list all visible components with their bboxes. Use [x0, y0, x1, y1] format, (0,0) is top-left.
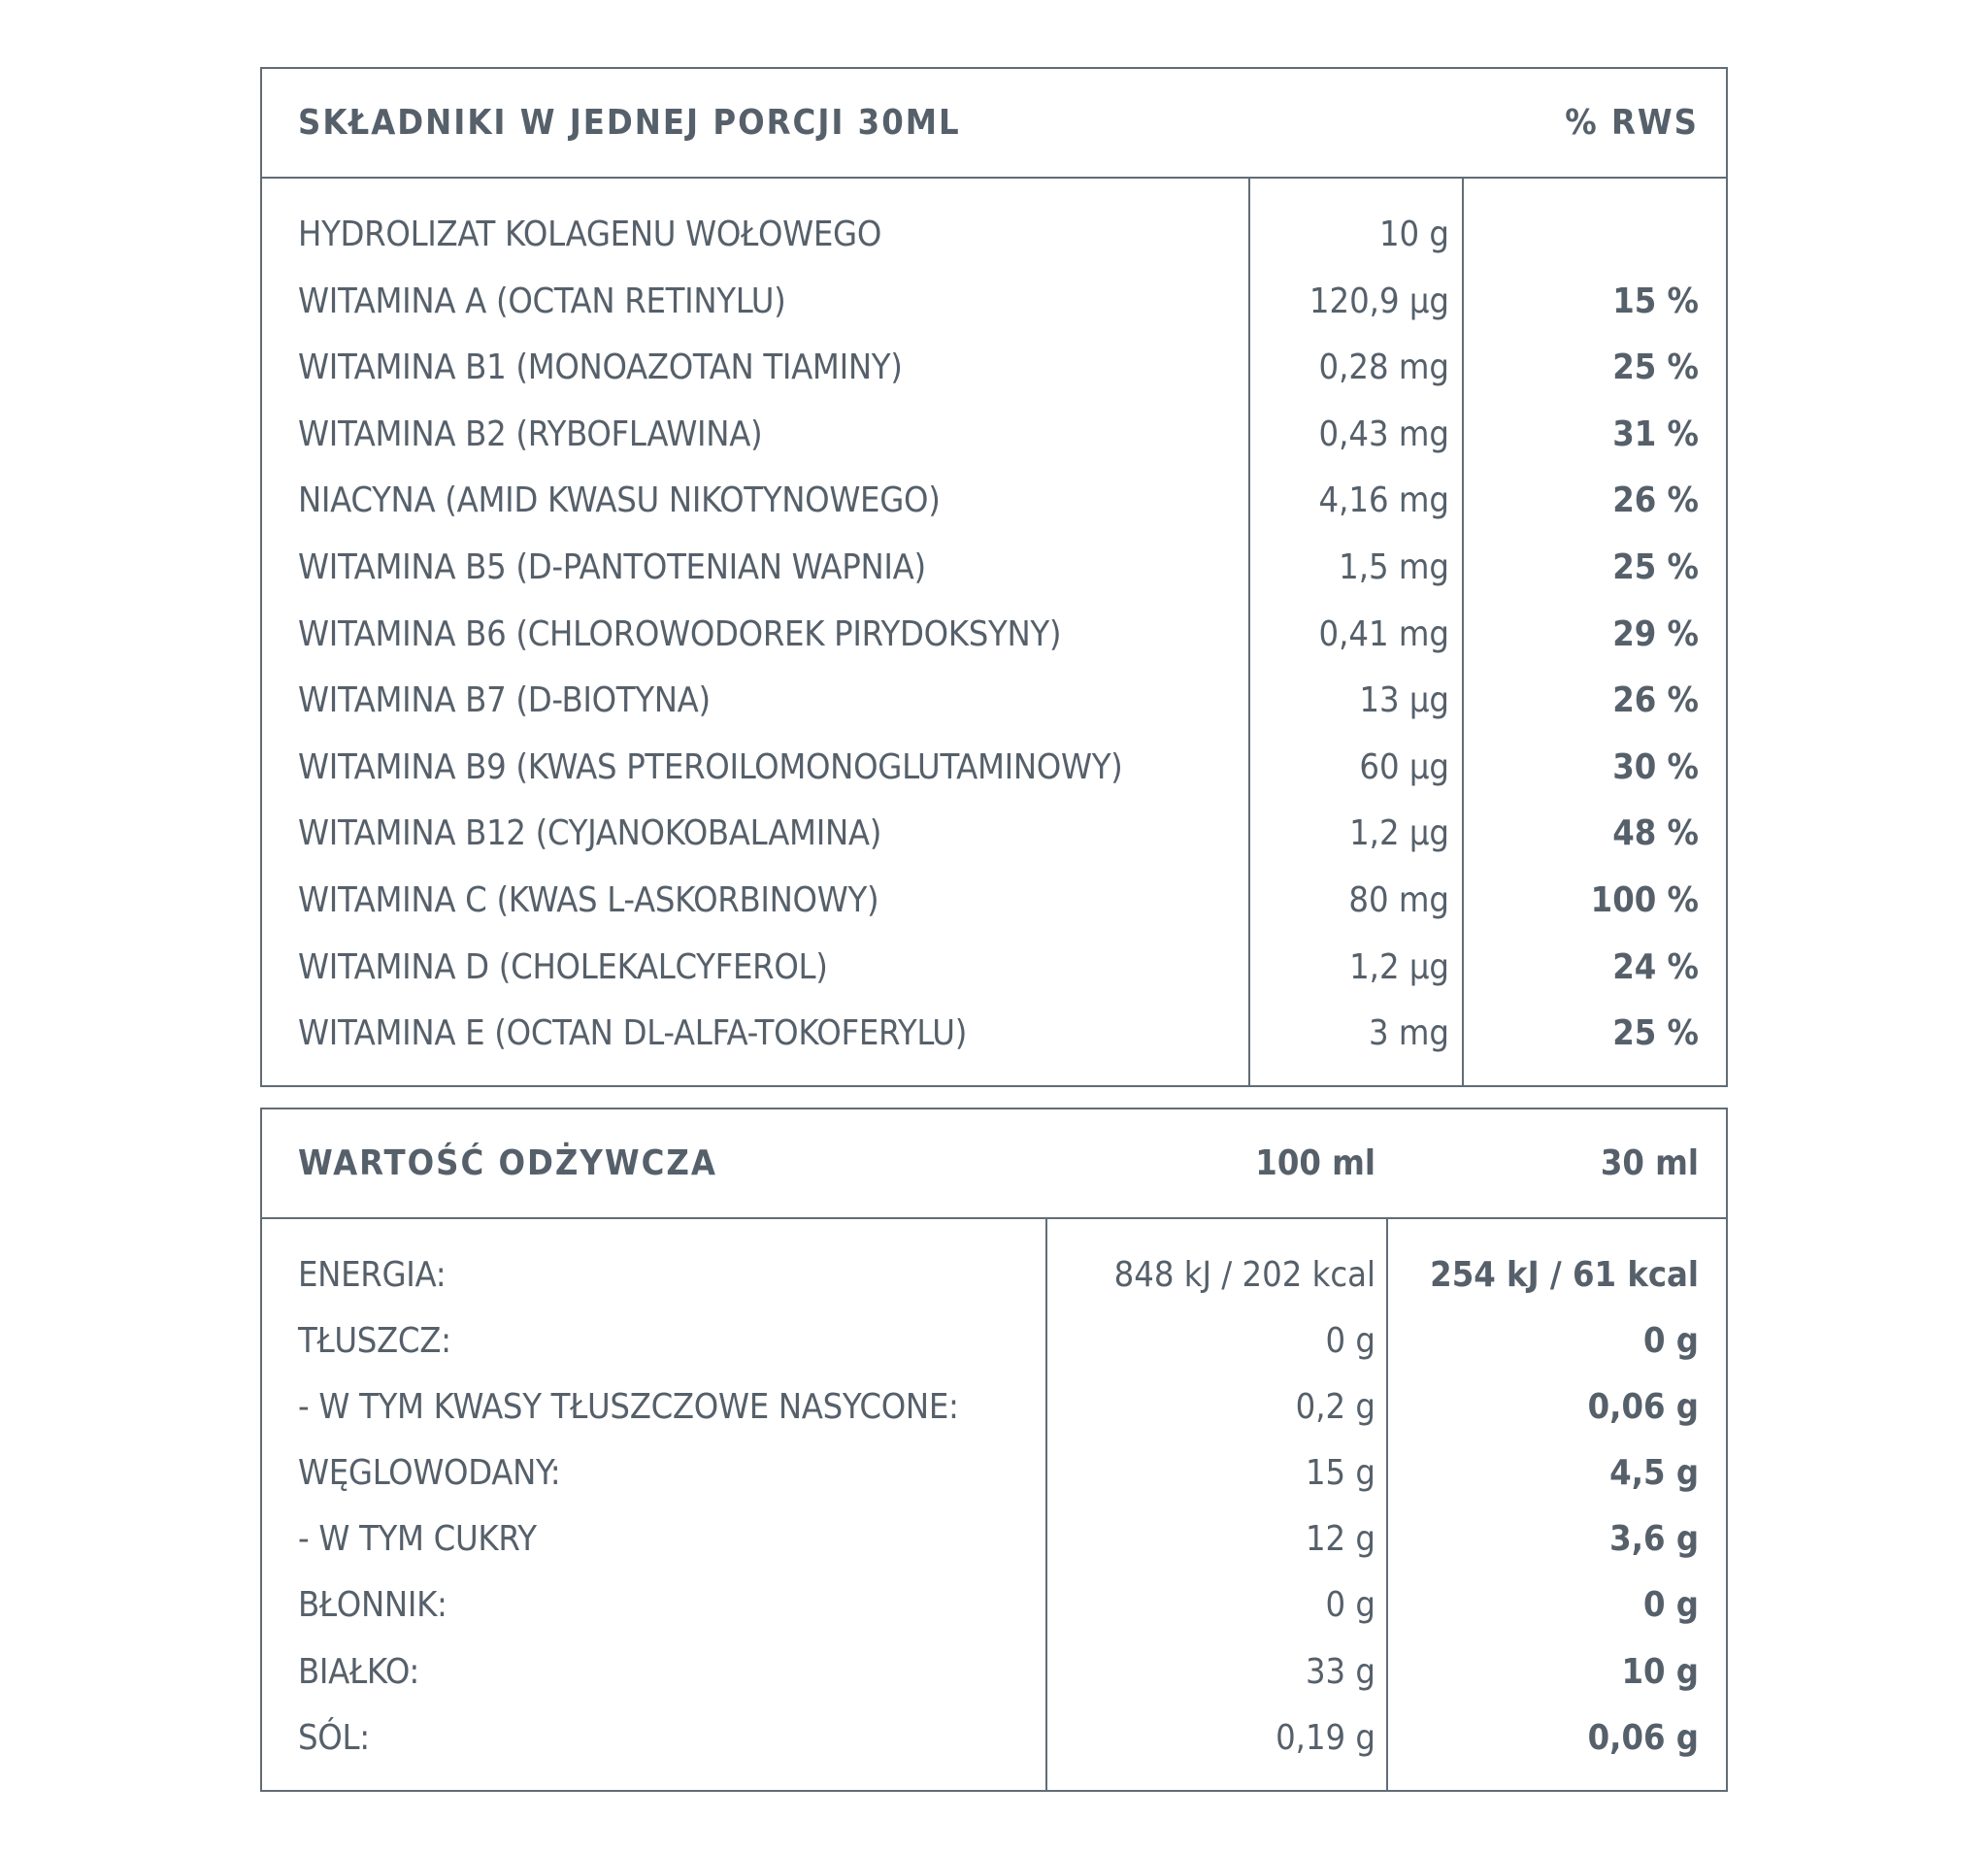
- ingredient-name: WITAMINA B1 (MONOAZOTAN TIAMINY): [298, 347, 903, 388]
- ingredient-amount: 0,28 mg: [1318, 347, 1449, 388]
- ingredient-rws: 15 %: [1612, 281, 1699, 321]
- table-row: [262, 347, 1726, 414]
- ingredient-rws: 100 %: [1590, 879, 1699, 920]
- table-row: [262, 1320, 1726, 1386]
- table-row: [262, 1012, 1726, 1079]
- ingredient-amount: 0,43 mg: [1318, 414, 1449, 454]
- ingredient-rws: 25 %: [1612, 1013, 1699, 1054]
- ingredient-name: HYDROLIZAT KOLAGENU WOŁOWEGO: [298, 215, 882, 254]
- ingredient-rws: 26 %: [1612, 480, 1699, 521]
- nutrient-per-100ml: 15 g: [1305, 1453, 1375, 1494]
- nutrient-per-30ml: 254 kJ / 61 kcal: [1430, 1255, 1699, 1295]
- nutrient-per-100ml: 0 g: [1325, 1321, 1375, 1362]
- nutrient-per-30ml: 10 g: [1621, 1651, 1699, 1692]
- ingredients-title: SKŁADNIKI W JEDNEJ PORCJI 30ML: [298, 103, 961, 143]
- ingredient-amount: 1,5 mg: [1339, 546, 1449, 587]
- ingredient-rws: 25 %: [1612, 347, 1699, 388]
- nutrient-name: - W TYM KWASY TŁUSZCZOWE NASYCONE:: [298, 1387, 959, 1428]
- table-row: [262, 1717, 1726, 1783]
- table-row: [262, 746, 1726, 813]
- ingredients-header: [262, 69, 1726, 179]
- ingredients-rows: [262, 179, 1726, 1079]
- nutrient-per-30ml: 0 g: [1643, 1585, 1699, 1626]
- nutrient-per-30ml: 0,06 g: [1587, 1717, 1699, 1758]
- table-row: [262, 480, 1726, 546]
- nutrient-name: WĘGLOWODANY:: [298, 1453, 561, 1494]
- ingredient-name: WITAMINA B6 (CHLOROWODOREK PIRYDOKSYNY): [298, 613, 1062, 654]
- nutrient-name: SÓL:: [298, 1717, 370, 1758]
- ingredient-rws: 25 %: [1612, 546, 1699, 587]
- table-row: [262, 1651, 1726, 1717]
- ingredient-amount: 1,2 µg: [1349, 813, 1449, 854]
- nutrient-per-100ml: 0,2 g: [1295, 1387, 1375, 1428]
- ingredient-rws: 48 %: [1612, 813, 1699, 854]
- nutrient-name: TŁUSZCZ:: [298, 1321, 451, 1362]
- ingredient-name: WITAMINA B9 (KWAS PTEROILOMONOGLUTAMINOWY): [298, 746, 1123, 787]
- ingredient-name: WITAMINA D (CHOLEKALCYFEROL): [298, 946, 828, 987]
- table-row: [262, 1254, 1726, 1320]
- ingredient-amount: 1,2 µg: [1349, 946, 1449, 987]
- table-row: [262, 414, 1726, 480]
- nutrient-name: ENERGIA:: [298, 1255, 447, 1295]
- ingredient-name: WITAMINA C (KWAS L-ASKORBINOWY): [298, 879, 879, 920]
- ingredients-table: [260, 67, 1728, 1087]
- ingredient-amount: 4,16 mg: [1318, 480, 1449, 521]
- nutrient-name: BŁONNIK:: [298, 1585, 447, 1626]
- table-row: [262, 946, 1726, 1013]
- rws-column-header: % RWS: [1565, 103, 1699, 143]
- nutrient-per-100ml: 0,19 g: [1276, 1717, 1375, 1758]
- table-row: [262, 281, 1726, 347]
- ingredient-amount: 120,9 µg: [1309, 281, 1449, 321]
- table-row: [262, 214, 1726, 281]
- nutrition-table: [260, 1108, 1728, 1792]
- nutrition-title: WARTOŚĆ ODŻYWCZA: [298, 1143, 717, 1183]
- nutrition-header: [262, 1109, 1726, 1219]
- table-row: [262, 679, 1726, 746]
- table-row: [262, 1452, 1726, 1518]
- ingredient-amount: 10 g: [1378, 215, 1449, 254]
- nutrient-name: BIAŁKO:: [298, 1651, 420, 1692]
- nutrient-per-30ml: 3,6 g: [1609, 1519, 1699, 1560]
- per-30ml-column-header: 30 ml: [1600, 1143, 1699, 1183]
- ingredient-amount: 80 mg: [1348, 879, 1449, 920]
- nutrient-per-30ml: 4,5 g: [1609, 1453, 1699, 1494]
- nutrient-per-100ml: 0 g: [1325, 1585, 1375, 1626]
- per-100ml-column-header: 100 ml: [1255, 1143, 1375, 1183]
- ingredient-name: WITAMINA B5 (D-PANTOTENIAN WAPNIA): [298, 546, 926, 587]
- ingredient-name: WITAMINA B12 (CYJANOKOBALAMINA): [298, 813, 882, 854]
- table-row: [262, 1518, 1726, 1584]
- nutrition-rows: [262, 1219, 1726, 1783]
- ingredient-amount: 0,41 mg: [1318, 613, 1449, 654]
- ingredient-rws: 24 %: [1612, 946, 1699, 987]
- ingredient-rws: 30 %: [1612, 746, 1699, 787]
- table-row: [262, 1584, 1726, 1650]
- ingredient-rws: 26 %: [1612, 680, 1699, 721]
- table-row: [262, 546, 1726, 613]
- ingredient-amount: 13 µg: [1359, 680, 1449, 721]
- ingredient-name: NIACYNA (AMID KWASU NIKOTYNOWEGO): [298, 480, 941, 521]
- nutrient-per-100ml: 848 kJ / 202 kcal: [1113, 1255, 1375, 1295]
- ingredient-rws: 29 %: [1612, 613, 1699, 654]
- ingredient-rws: 31 %: [1612, 414, 1699, 454]
- nutrient-per-30ml: 0,06 g: [1587, 1387, 1699, 1428]
- table-row: [262, 812, 1726, 879]
- nutrient-per-100ml: 33 g: [1305, 1651, 1375, 1692]
- table-row: [262, 879, 1726, 946]
- table-row: [262, 1386, 1726, 1452]
- table-row: [262, 613, 1726, 680]
- nutrient-per-30ml: 0 g: [1643, 1321, 1699, 1362]
- nutrient-name: - W TYM CUKRY: [298, 1519, 537, 1560]
- nutrient-per-100ml: 12 g: [1305, 1519, 1375, 1560]
- ingredient-amount: 60 µg: [1359, 746, 1449, 787]
- ingredient-name: WITAMINA A (OCTAN RETINYLU): [298, 281, 786, 321]
- ingredient-name: WITAMINA E (OCTAN DL-ALFA-TOKOFERYLU): [298, 1013, 968, 1054]
- ingredient-amount: 3 mg: [1368, 1013, 1449, 1054]
- ingredient-name: WITAMINA B2 (RYBOFLAWINA): [298, 414, 763, 454]
- ingredient-name: WITAMINA B7 (D-BIOTYNA): [298, 680, 711, 721]
